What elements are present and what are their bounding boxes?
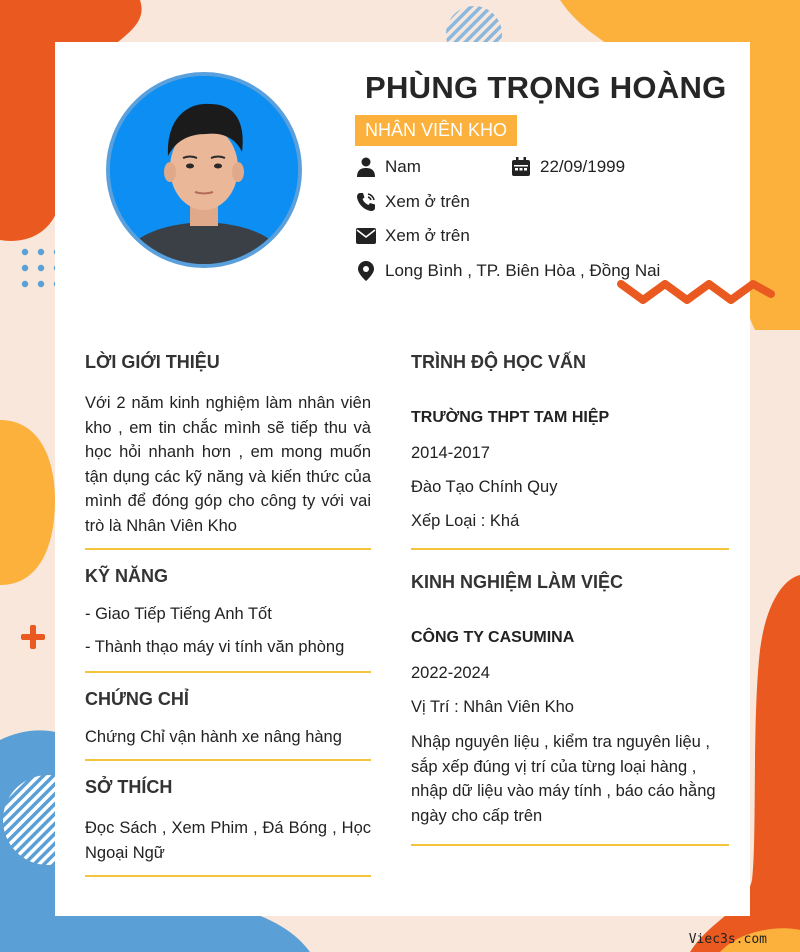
skill-item: - Thành thạo máy vi tính văn phòng xyxy=(85,638,345,656)
phone-value: Xem ở trên xyxy=(385,192,470,211)
divider xyxy=(85,548,371,550)
email-row xyxy=(355,225,470,247)
experience-position: Vị Trí : Nhân Viên Kho xyxy=(411,698,574,716)
calendar-icon xyxy=(510,156,532,178)
certificate-item: Chứng Chỉ vận hành xe nâng hàng xyxy=(85,728,342,746)
company-name: CÔNG TY CASUMINA xyxy=(411,629,575,646)
hobbies-text: Đọc Sách , Xem Phim , Đá Bóng , Học Ngoại Ngữ xyxy=(85,819,371,862)
resume-card xyxy=(55,42,750,916)
right-column xyxy=(411,352,729,846)
profile-photo xyxy=(106,72,302,268)
envelope-icon xyxy=(355,225,377,247)
divider xyxy=(85,671,371,673)
skill-item: - Giao Tiếp Tiếng Anh Tốt xyxy=(85,605,272,623)
experience-description: Nhập nguyên liệu , kiểm tra nguyên liệu , sắp xếp đúng vị trí của từng loại hàng , nhập dữ liệu vào máy tính , báo cáo hằng ngày cho cấp trên xyxy=(411,733,716,825)
birthday-value: 22/09/1999 xyxy=(540,157,626,176)
intro-title: LỜI GIỚI THIỆU xyxy=(85,352,220,372)
hobbies-title: SỞ THÍCH xyxy=(85,777,173,797)
role-badge: NHÂN VIÊN KHO xyxy=(355,115,517,146)
phone-icon xyxy=(355,191,377,213)
birthday-row xyxy=(510,156,625,178)
avatar-illustration xyxy=(110,76,298,264)
experience-title: KINH NGHIỆM LÀM VIỆC xyxy=(411,572,624,592)
education-type: Đào Tạo Chính Quy xyxy=(411,478,558,496)
candidate-name: PHÙNG TRỌNG HOÀNG xyxy=(365,70,727,105)
education-years: 2014-2017 xyxy=(411,444,490,462)
watermark: Viec3s.com xyxy=(688,932,767,947)
divider xyxy=(85,759,371,761)
left-column xyxy=(85,352,371,877)
address-value: Long Bình , TP. Biên Hòa , Đồng Nai xyxy=(385,261,661,280)
school-name: TRƯỜNG THPT TAM HIỆP xyxy=(411,409,610,426)
intro-text: Với 2 năm kinh nghiệm làm nhân viên kho , em tin chắc mình sẽ tiếp thu và học hỏi nhanh hơn , em mong muốn tận dụng các kỹ năng và kiến thức của mình để đóng góp cho công ty với vai trò là Nhân Viên Kho xyxy=(85,394,371,535)
person-icon xyxy=(355,156,377,178)
education-grade: Xếp Loại : Khá xyxy=(411,512,520,530)
gender-row xyxy=(355,156,421,178)
email-value: Xem ở trên xyxy=(385,226,470,245)
plus-decoration xyxy=(21,625,45,649)
map-pin-icon xyxy=(355,260,377,282)
certificates-title: CHỨNG CHỈ xyxy=(85,689,189,709)
gender-value: Nam xyxy=(385,157,421,176)
experience-years: 2022-2024 xyxy=(411,664,490,682)
phone-row xyxy=(355,191,470,213)
skills-title: KỸ NĂNG xyxy=(85,566,169,586)
divider xyxy=(411,548,729,550)
zigzag-decoration xyxy=(615,278,777,308)
divider xyxy=(411,844,729,846)
divider xyxy=(85,875,371,877)
yellow-half-circle-left xyxy=(0,420,55,585)
education-title: TRÌNH ĐỘ HỌC VẤN xyxy=(411,352,586,372)
